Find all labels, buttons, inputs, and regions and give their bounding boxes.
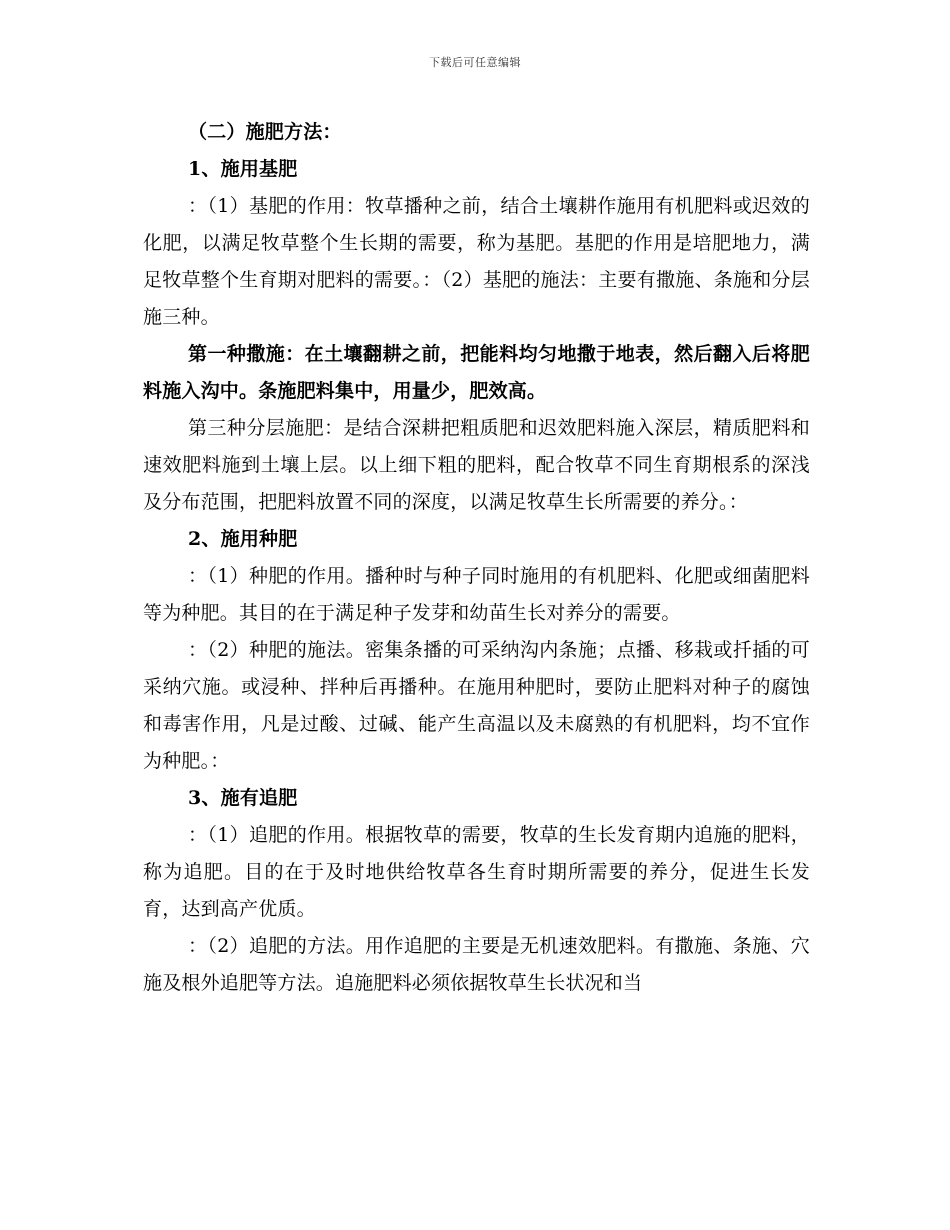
heading-fertilizing-method: （二）施肥方法： bbox=[188, 121, 342, 143]
section-title-top-dressing: 3、施有追肥 bbox=[188, 787, 298, 809]
paragraph-top-dressing-method: ：（2）追肥的方法。用作追肥的主要是无机速效肥料。有撒施、条施、穴施及根外追肥等方法。追施肥料必须依据牧草生长状况和当 bbox=[143, 935, 810, 994]
paragraph-seed-fertilizer-function: ：（1）种肥的作用。播种时与种子同时施用的有机肥料、化肥或细菌肥料等为种肥。其目的在于满足种子发芽和幼苗生长对养分的需要。 bbox=[143, 565, 810, 624]
paragraph-base-fertilizer-function: ：（1）基肥的作用：牧草播种之前，结合土壤耕作施用有机肥料或迟效的化肥，以满足牧草整个生长期的需要，称为基肥。基肥的作用是培肥地力，满足牧草整个生育期对肥料的需要。：（2）基肥的施法：主要有撒施、条施和分层施三种。 bbox=[143, 195, 810, 328]
document-body bbox=[143, 114, 810, 1002]
paragraph-layered-method: 第三种分层施肥：是结合深耕把粗质肥和迟效肥料施入深层，精质肥料和速效肥料施到土壤上层。以上细下粗的肥料，配合牧草不同生育期根系的深浅及分布范围，把肥料放置不同的深度，以满足牧草生长所需要的养分。： bbox=[143, 417, 810, 513]
page-header: 下载后可任意编辑 bbox=[429, 56, 521, 69]
paragraph-broadcast-method: 第一种撒施：在土壤翻耕之前，把能料均匀地撒于地表，然后翻入后将肥料施入沟中。条施肥料集中，用量少，肥效高。 bbox=[143, 343, 810, 402]
section-title-base-fertilizer: 1、施用基肥 bbox=[188, 158, 298, 180]
section-title-seed-fertilizer: 2、施用种肥 bbox=[188, 528, 298, 550]
paragraph-seed-fertilizer-method: ：（2）种肥的施法。密集条播的可采纳沟内条施；点播、移栽或扦插的可采纳穴施。或浸种、拌种后再播种。在施用种肥时，要防止肥料对种子的腐蚀和毒害作用，凡是过酸、过碱、能产生高温以及未腐熟的有机肥料，均不宜作为种肥。： bbox=[143, 639, 810, 772]
paragraph-top-dressing-function: ：（1）追肥的作用。根据牧草的需要，牧草的生长发育期内追施的肥料，称为追肥。目的在于及时地供给牧草各生育时期所需要的养分，促进生长发育，达到高产优质。 bbox=[143, 824, 810, 920]
